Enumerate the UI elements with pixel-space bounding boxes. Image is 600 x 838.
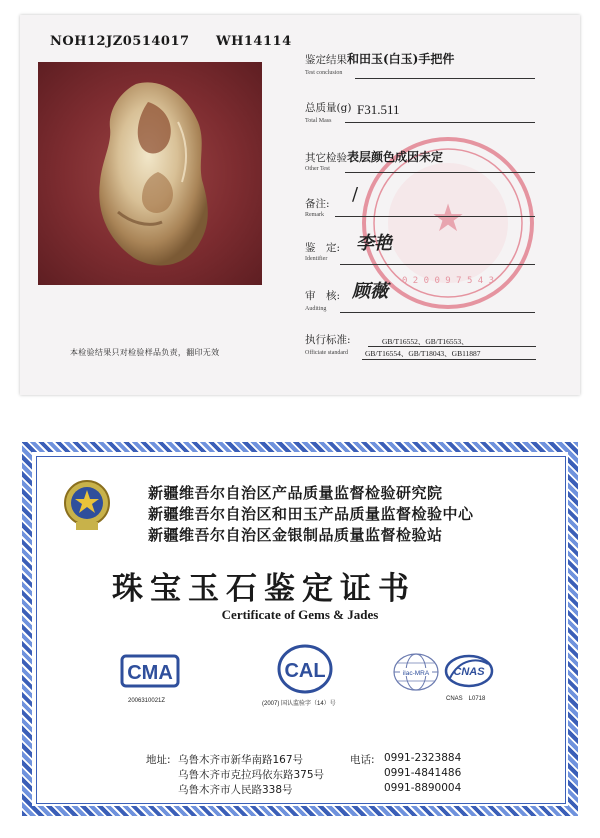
svg-text:CNAS: CNAS [453, 666, 485, 678]
stamp-number: 0 2 0 0 9 7 5 4 3 [401, 276, 495, 286]
underline [345, 172, 535, 173]
underline [335, 216, 535, 217]
serial-code: WH14114 [216, 34, 292, 49]
underline [340, 264, 535, 265]
underline [368, 346, 536, 347]
other-test-value: 表层颜色成因未定 [347, 150, 444, 164]
identifier-label-en: Identifier [305, 256, 328, 262]
standard-label-en: Officiate standard [305, 350, 349, 356]
cma-logo-icon [120, 650, 180, 694]
cal-logo-icon [276, 643, 334, 695]
conclusion-value: 和田玉(白玉)手把件 [347, 52, 455, 66]
remark-value: / [352, 184, 359, 205]
address-label: 地址: [146, 754, 171, 766]
underline [345, 122, 535, 123]
cnas-number: CNAS L0718 [446, 696, 486, 702]
address-line-1: 乌鲁木齐市新华南路167号 [178, 754, 304, 766]
standard-line-1: GB/T16552、GB/T16553、 [382, 337, 469, 346]
remark-label-en: Remark [305, 212, 324, 218]
auditing-signature: 顾薇 [352, 281, 388, 302]
certificate-title: 珠宝玉石鉴定证书 [112, 571, 416, 607]
mass-label-en: Total Mass [305, 118, 332, 124]
other-test-label-en: Other Test [305, 166, 330, 172]
national-emblem-icon [62, 476, 112, 534]
serial-number: NOH12JZ0514017 [50, 34, 190, 49]
disclaimer-text: 本检验结果只对检验样品负责，翻印无效 [70, 348, 220, 357]
ilac-mra-logo-icon [392, 652, 440, 692]
other-test-label: 其它检验表层颜色成因未定 [305, 150, 444, 164]
cal-number: (2007) 国认监验字（14）号 [262, 701, 336, 707]
conclusion-label: 鉴定结果和田玉(白玉)手把件 [305, 52, 455, 66]
phone-line-3: 0991-8890004 [384, 782, 462, 794]
address-line-2: 乌鲁木齐市克拉玛依东路375号 [178, 769, 325, 781]
identifier-signature: 李艳 [356, 233, 392, 254]
underline [340, 312, 535, 313]
auditing-label-en: Auditing [305, 306, 327, 312]
jade-sample-photo [38, 62, 262, 285]
address-line-3: 乌鲁木齐市人民路338号 [178, 784, 293, 796]
svg-text:CAL: CAL [284, 660, 326, 682]
phone-line-2: 0991-4841486 [384, 767, 462, 779]
identifier-label: 鉴 定: [305, 242, 341, 254]
mass-value: F31.511 [357, 102, 400, 117]
svg-text:CMA: CMA [127, 662, 173, 684]
phone-line-1: 0991-2323884 [384, 752, 462, 764]
certificate-title-en: Certificate of Gems & Jades [221, 607, 379, 622]
institution-name-1: 新疆维吾尔自治区产品质量监督检验研究院 [148, 484, 443, 502]
conclusion-label-en: Test conclusion [305, 70, 343, 76]
cma-number: 2006310021Z [128, 698, 166, 704]
svg-text:ilac-MRA: ilac-MRA [402, 670, 430, 677]
standard-label: 执行标准: [305, 334, 351, 346]
institution-name-2: 新疆维吾尔自治区和田玉产品质量监督检验中心 [148, 505, 474, 523]
standard-line-2: GB/T16554、GB/T18043、GB11887 [365, 349, 481, 358]
underline [362, 359, 536, 360]
phone-label: 电话: [350, 754, 375, 766]
cnas-logo-icon [444, 652, 494, 690]
underline [355, 78, 535, 79]
remark-label: 备注: [305, 198, 330, 210]
mass-label: 总质量(g) [305, 102, 352, 114]
svg-text:★: ★ [430, 196, 466, 240]
auditing-label: 审 核: [305, 290, 341, 302]
institution-name-3: 新疆维吾尔自治区金银制品质量监督检验站 [148, 526, 443, 544]
